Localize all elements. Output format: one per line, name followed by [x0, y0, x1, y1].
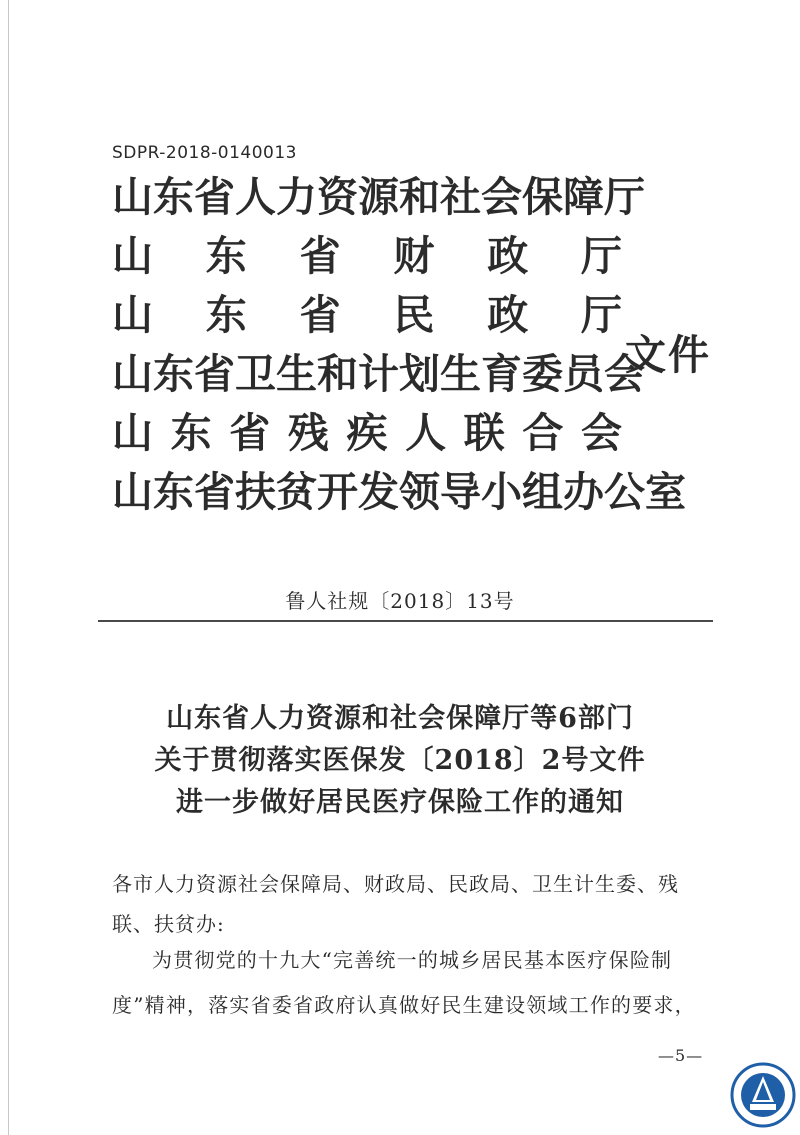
issuer-char: 厅 [580, 232, 622, 280]
title-line-1: 山东省人力资源和社会保障厅等6部门 [166, 703, 634, 734]
issuer-char: 民 [393, 291, 435, 339]
issuer-line-1 [112, 168, 645, 227]
issuer-char: 东 [170, 409, 212, 457]
issuer-line-3 [112, 286, 622, 345]
page-number: —5— [658, 1046, 704, 1065]
issuer-char: 东 [205, 291, 247, 339]
issuer-char: 人 [405, 409, 447, 457]
issuer-char: 政 [487, 232, 529, 280]
document-number: 鲁人社规〔2018〕13号 [285, 589, 515, 613]
issuer-char: 疾 [346, 409, 388, 457]
issuer-char: 山 [112, 291, 153, 339]
issuer-char: 合 [522, 409, 564, 457]
separator-rule [98, 620, 713, 622]
issuer-line-6 [112, 463, 686, 522]
issuer-text: 山东省人力资源和社会保障厅 [112, 173, 645, 221]
issuer-char: 山 [112, 232, 153, 280]
issuer-text: 山东省卫生和计划生育委员会 [112, 350, 645, 398]
title-line-3: 进一步做好居民医疗保险工作的通知 [176, 787, 624, 818]
body-paragraph: 为贯彻党的十九大“完善统一的城乡居民基本医疗保险制度”精神，落实省委省政府认真做好民生建设领域工作的要求， [112, 948, 696, 1017]
issuer-char: 省 [299, 291, 341, 339]
notice-title [0, 698, 800, 824]
issuer-char: 残 [287, 409, 329, 457]
document-code: SDPR-2018-0140013 [112, 143, 297, 163]
issuer-char: 厅 [580, 291, 622, 339]
issuer-char: 省 [229, 409, 271, 457]
issuer-line-5 [112, 404, 622, 463]
issuer-char: 联 [463, 409, 505, 457]
school-seal-icon [730, 1062, 796, 1128]
issuer-line-4 [112, 345, 645, 404]
issuer-char: 会 [581, 409, 622, 457]
issuer-char: 东 [205, 232, 247, 280]
issuer-char: 政 [487, 291, 529, 339]
issuer-char: 省 [299, 232, 341, 280]
file-suffix: 文件 [625, 331, 711, 379]
page-edge [8, 0, 9, 1135]
title-line-2: 关于贯彻落实医保发〔2018〕2号文件 [154, 745, 646, 776]
issuer-line-2 [112, 227, 622, 286]
issuer-char: 财 [393, 232, 435, 280]
salutation: 各市人力资源社会保障局、财政局、民政局、卫生计生委、残联、扶贫办: [112, 872, 679, 936]
issuer-text: 山东省扶贫开发领导小组办公室 [112, 468, 686, 516]
issuer-char: 山 [112, 409, 153, 457]
